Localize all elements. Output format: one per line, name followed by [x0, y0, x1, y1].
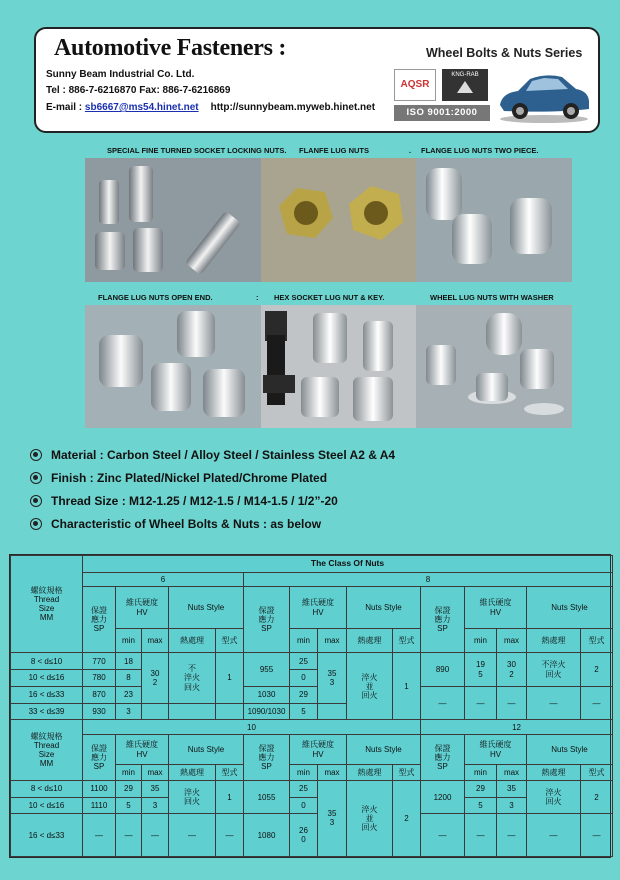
hv-max-cell [318, 653, 347, 703]
photo-lug-nuts-with-washer [416, 305, 572, 428]
hv-max-cell: — [497, 814, 527, 857]
product-label-3: FLANGE LUG NUTS TWO PIECE. [421, 146, 539, 155]
proof-stress-cn: 應力 [434, 752, 451, 762]
website-link[interactable]: http://sunnybeam.myweb.hinet.net [210, 102, 376, 113]
sp-cell: 1090/1030 [244, 703, 290, 720]
min-header: min [290, 628, 318, 653]
class-12-header: 12 [421, 720, 613, 735]
hardness-hv: HV [489, 607, 502, 617]
hardness-header [465, 734, 527, 764]
bullet-characteristic [30, 517, 321, 531]
proof-stress-cn: 保證 [91, 606, 107, 616]
photo-two-piece-lug-nuts [416, 158, 572, 282]
proof-stress-cn: 保證 [434, 743, 451, 753]
hv-min-cell: — [465, 686, 497, 720]
hv-max-value: 2 [152, 677, 158, 687]
treatment-header: 熱處理 [527, 765, 581, 781]
type-cell: 1 [393, 653, 421, 720]
hv-min-cell [290, 814, 318, 857]
treatment-cell: — [527, 814, 581, 857]
hardness-hv: HV [312, 749, 324, 759]
photo-open-end-lug-nuts [85, 305, 261, 428]
hv-min-cell: 5 [465, 797, 497, 814]
treatment-text: 回火 [361, 690, 378, 700]
min-header: min [116, 765, 142, 781]
type-header: 型式 [393, 765, 421, 781]
type-header: 型式 [581, 765, 613, 781]
sp-cell: 955 [244, 653, 290, 687]
hardness-cn: 維氏硬度 [126, 598, 158, 608]
phone-fax: Tel : 886-7-6216870 Fax: 886-7-6216869 [46, 85, 231, 96]
bullet-icon [30, 518, 42, 530]
proof-stress-sp: SP [261, 624, 272, 634]
proof-stress-header [83, 734, 116, 780]
hv-min-value: 0 [301, 835, 306, 845]
hv-max-value: 35 [327, 668, 337, 678]
treatment-text: 回火 [184, 682, 200, 692]
thread-size-cn: 螺紋規格 [30, 731, 63, 741]
bullet-text: Finish : Zinc Plated/Nickel Plated/Chrome Plated [51, 471, 328, 485]
hv-min-cell: 5 [116, 797, 142, 814]
treatment-cell [527, 780, 581, 814]
max-header: max [142, 628, 169, 653]
proof-stress-cn: 保證 [434, 606, 451, 616]
certification-logos [394, 69, 492, 127]
hardness-header [116, 587, 169, 628]
hardness-hv: HV [136, 749, 148, 759]
hv-min-cell: 0 [290, 670, 318, 687]
photo-flanfe-lug-nuts [261, 158, 416, 282]
hv-max-cell: 35 [497, 780, 527, 797]
hardness-cn: 維氏硬度 [479, 740, 512, 750]
min-header: min [290, 765, 318, 781]
hardness-cn: 維氏硬度 [302, 598, 334, 608]
treatment-cell [347, 780, 393, 856]
treatment-cell [347, 653, 393, 720]
hv-max-cell: 3 [142, 797, 169, 814]
proof-stress-sp: SP [93, 761, 105, 771]
proof-stress-header [83, 587, 116, 653]
treatment-header: 熱處理 [347, 628, 393, 653]
type-cell: — [581, 814, 613, 857]
email-label: E-mail : [46, 102, 85, 113]
sp-cell: — [83, 814, 116, 857]
thread-size-cell: 10 < d≤16 [11, 670, 83, 687]
hardness-hv: HV [489, 749, 502, 759]
class-10-header: 10 [83, 720, 421, 735]
hv-min-cell: 0 [290, 797, 318, 814]
sp-cell: 770 [83, 653, 116, 670]
product-label-6: WHEEL LUG NUTS WITH WASHER [430, 293, 554, 302]
treatment-text: 回火 [545, 669, 562, 679]
treatment-text: 並 [365, 681, 374, 691]
hv-min-cell: 29 [290, 686, 318, 703]
nuts-style-header: Nuts Style [347, 587, 421, 628]
hv-max-cell: 3 [497, 797, 527, 814]
type-header: 型式 [216, 765, 244, 781]
sp-cell: 870 [83, 686, 116, 703]
label-colon: : [256, 293, 259, 302]
hv-min-value: 5 [478, 669, 483, 679]
treatment-text: 回火 [361, 823, 378, 832]
min-header: min [465, 765, 497, 781]
hv-min-cell: 8 [116, 670, 142, 687]
thread-size-en: Size [38, 604, 55, 614]
treatment-cell [169, 780, 216, 814]
kngk-logo [442, 69, 488, 101]
treatment-text: 淬火 [184, 673, 200, 683]
proof-stress-cn: 保證 [258, 606, 275, 616]
type-cell: 2 [581, 780, 613, 814]
hardness-hv: HV [312, 607, 324, 617]
max-header: max [318, 628, 347, 653]
hv-max-cell: — [497, 686, 527, 720]
thread-size-header [11, 556, 83, 653]
bullet-text: Thread Size : M12-1.25 / M12-1.5 / M14-1.5 / 1/2”-20 [51, 494, 338, 508]
contact-row [46, 102, 375, 113]
hv-max-value: 30 [150, 668, 160, 678]
hv-min-cell: 23 [116, 686, 142, 703]
bullet-thread-size [30, 494, 338, 508]
hv-min-cell: 25 [290, 653, 318, 670]
thread-size-en: Thread [33, 740, 60, 750]
treatment-cell: — [527, 686, 581, 720]
sp-cell: 1055 [244, 780, 290, 814]
thread-size-cell: 33 < d≤39 [11, 703, 83, 720]
hv-max-value: 30 [507, 660, 516, 670]
hv-max-value: 3 [329, 818, 335, 828]
hv-min-value: 19 [476, 660, 485, 670]
thread-size-en: Thread [33, 594, 60, 604]
type-header: 型式 [581, 628, 613, 653]
hardness-hv: HV [136, 607, 148, 617]
nuts-style-header: Nuts Style [347, 734, 421, 764]
hv-max-cell: 35 [142, 780, 169, 797]
product-label-2: FLANFE LUG NUTS [299, 146, 369, 155]
max-header: max [142, 765, 169, 781]
proof-stress-sp: SP [437, 624, 448, 634]
hv-min-value: 26 [299, 826, 308, 835]
thread-size-cell: 8 < d≤10 [11, 780, 83, 797]
proof-stress-cn: 應力 [258, 615, 275, 625]
label-dot: . [409, 146, 412, 155]
nuts-style-header: Nuts Style [527, 734, 613, 764]
max-header: max [497, 628, 527, 653]
hv-min-cell: 25 [290, 780, 318, 797]
sp-cell: 780 [83, 670, 116, 687]
thread-size-cn: 螺紋規格 [30, 585, 63, 595]
nuts-style-header: Nuts Style [169, 587, 244, 628]
hardness-header [465, 587, 527, 628]
hv-max-cell [318, 780, 347, 856]
hv-min-cell: 29 [465, 780, 497, 797]
photo-hex-socket-lug-nut-key [261, 305, 416, 428]
proof-stress-header [244, 734, 290, 780]
class-8-header: 8 [244, 572, 613, 587]
treatment-cell: — [169, 814, 216, 857]
triangle-icon [457, 81, 473, 93]
proof-stress-sp: SP [93, 624, 105, 634]
product-label-1: SPECIAL FINE TURNED SOCKET LOCKING NUTS. [107, 146, 287, 155]
treatment-header: 熱處理 [347, 765, 393, 781]
company-name: Sunny Beam Industrial Co. Ltd. [46, 69, 195, 80]
bullet-text: Material : Carbon Steel / Alloy Steel / Stainless Steel A2 & A4 [51, 448, 396, 462]
proof-stress-header [421, 734, 465, 780]
bullet-finish [30, 471, 327, 485]
series-title: Wheel Bolts & Nuts Series [426, 46, 583, 60]
proof-stress-cn: 應力 [91, 615, 107, 625]
thread-size-header [11, 720, 83, 780]
proof-stress-cn: 保證 [258, 743, 275, 753]
thread-size-en: Size [38, 750, 55, 760]
type-cell: — [216, 814, 244, 857]
proof-stress-cn: 應力 [434, 615, 451, 625]
thread-size-unit: MM [39, 613, 54, 623]
treatment-header: 熱處理 [527, 628, 581, 653]
type-cell: 1 [216, 653, 244, 703]
sp-cell: 1200 [421, 780, 465, 814]
hv-min-cell: 3 [116, 703, 142, 720]
type-cell: 2 [393, 780, 421, 856]
hv-min-cell: 5 [290, 703, 318, 720]
sp-cell: 1100 [83, 780, 116, 797]
hv-max-cell [318, 703, 347, 720]
proof-stress-sp: SP [437, 761, 448, 771]
nut-class-table [9, 554, 611, 858]
proof-stress-header [421, 587, 465, 653]
treatment-cell [527, 653, 581, 687]
type-header: 型式 [393, 628, 421, 653]
min-header: min [116, 628, 142, 653]
hardness-header [290, 587, 347, 628]
hv-max-value: 3 [329, 677, 335, 687]
hv-min-cell [465, 653, 497, 687]
thread-size-unit: MM [39, 759, 54, 769]
type-cell: — [581, 686, 613, 720]
thread-size-cell: 16 < d≤33 [11, 814, 83, 857]
product-label-4: FLANGE LUG NUTS OPEN END. [98, 293, 213, 302]
thread-size-cell: 8 < d≤10 [11, 653, 83, 670]
proof-stress-cn: 應力 [91, 752, 107, 762]
proof-stress-header [244, 587, 290, 653]
proof-stress-cn: 應力 [258, 752, 275, 762]
product-label-5: HEX SOCKET LUG NUT & KEY. [274, 293, 385, 302]
hardness-cn: 維氏硬度 [302, 740, 334, 750]
type-cell [216, 703, 244, 720]
type-cell: 1 [216, 780, 244, 814]
type-header: 型式 [216, 628, 244, 653]
hv-min-cell: 29 [116, 780, 142, 797]
brand-title: Automotive Fasteners : [54, 35, 287, 61]
hardness-cn: 維氏硬度 [126, 740, 158, 750]
hv-min-cell: — [465, 814, 497, 857]
hv-min-cell: 18 [116, 653, 142, 670]
treatment-text: 不淬火 [541, 660, 566, 670]
treatment-text: 並 [365, 813, 374, 823]
car-image [496, 61, 592, 127]
max-header: max [318, 765, 347, 781]
treatment-text: 回火 [545, 797, 562, 807]
treatment-text: 淬火 [545, 787, 562, 797]
class-of-nuts-title: The Class Of Nuts [83, 556, 613, 573]
sp-cell: 930 [83, 703, 116, 720]
thread-size-cell: 10 < d≤16 [11, 797, 83, 814]
treatment-text: 淬火 [361, 672, 378, 682]
min-header: min [465, 628, 497, 653]
proof-stress-sp: SP [261, 761, 272, 771]
treatment-text: 淬火 [184, 787, 200, 797]
sp-cell: — [421, 686, 465, 720]
treatment-header: 熱處理 [169, 628, 216, 653]
bullet-icon [30, 449, 42, 461]
type-cell: 2 [581, 653, 613, 687]
iso-badge: ISO 9001:2000 [394, 105, 490, 121]
hv-min-cell: — [116, 814, 142, 857]
hv-max-value: 35 [327, 809, 337, 819]
treatment-text: 淬火 [361, 804, 378, 814]
hv-max-cell [497, 653, 527, 687]
hv-max-value: 2 [509, 669, 514, 679]
nuts-style-header: Nuts Style [527, 587, 613, 628]
hv-max-cell [142, 653, 169, 703]
hardness-header [290, 734, 347, 764]
hardness-header [116, 734, 169, 764]
photo-socket-locking-nuts [85, 158, 261, 282]
header-card [34, 27, 600, 133]
bullet-text: Characteristic of Wheel Bolts & Nuts : as below [51, 517, 322, 531]
treatment-cell [169, 703, 216, 720]
treatment-cell [169, 653, 216, 703]
bullet-icon [30, 472, 42, 484]
treatment-header: 熱處理 [169, 765, 216, 781]
nuts-style-header: Nuts Style [169, 734, 244, 764]
aqsr-logo: AQSR [394, 69, 436, 101]
sp-cell: 890 [421, 653, 465, 687]
email-link[interactable]: sb6667@ms54.hinet.net [84, 102, 199, 113]
sp-cell: 1110 [83, 797, 116, 814]
hv-max-cell: — [142, 814, 169, 857]
sp-cell: 1080 [244, 814, 290, 857]
bullet-icon [30, 495, 42, 507]
hardness-cn: 維氏硬度 [479, 598, 512, 608]
max-header: max [497, 765, 527, 781]
treatment-text: 回火 [184, 797, 200, 807]
sp-cell: 1030 [244, 686, 290, 703]
bullet-material [30, 448, 395, 462]
hv-max-cell [142, 703, 169, 720]
proof-stress-cn: 保證 [91, 743, 107, 753]
sp-cell: — [421, 814, 465, 857]
treatment-text: 不 [188, 664, 196, 674]
thread-size-cell: 16 < d≤33 [11, 686, 83, 703]
class-6-header: 6 [83, 572, 244, 587]
kngk-label: KNG-RAB [451, 72, 479, 78]
